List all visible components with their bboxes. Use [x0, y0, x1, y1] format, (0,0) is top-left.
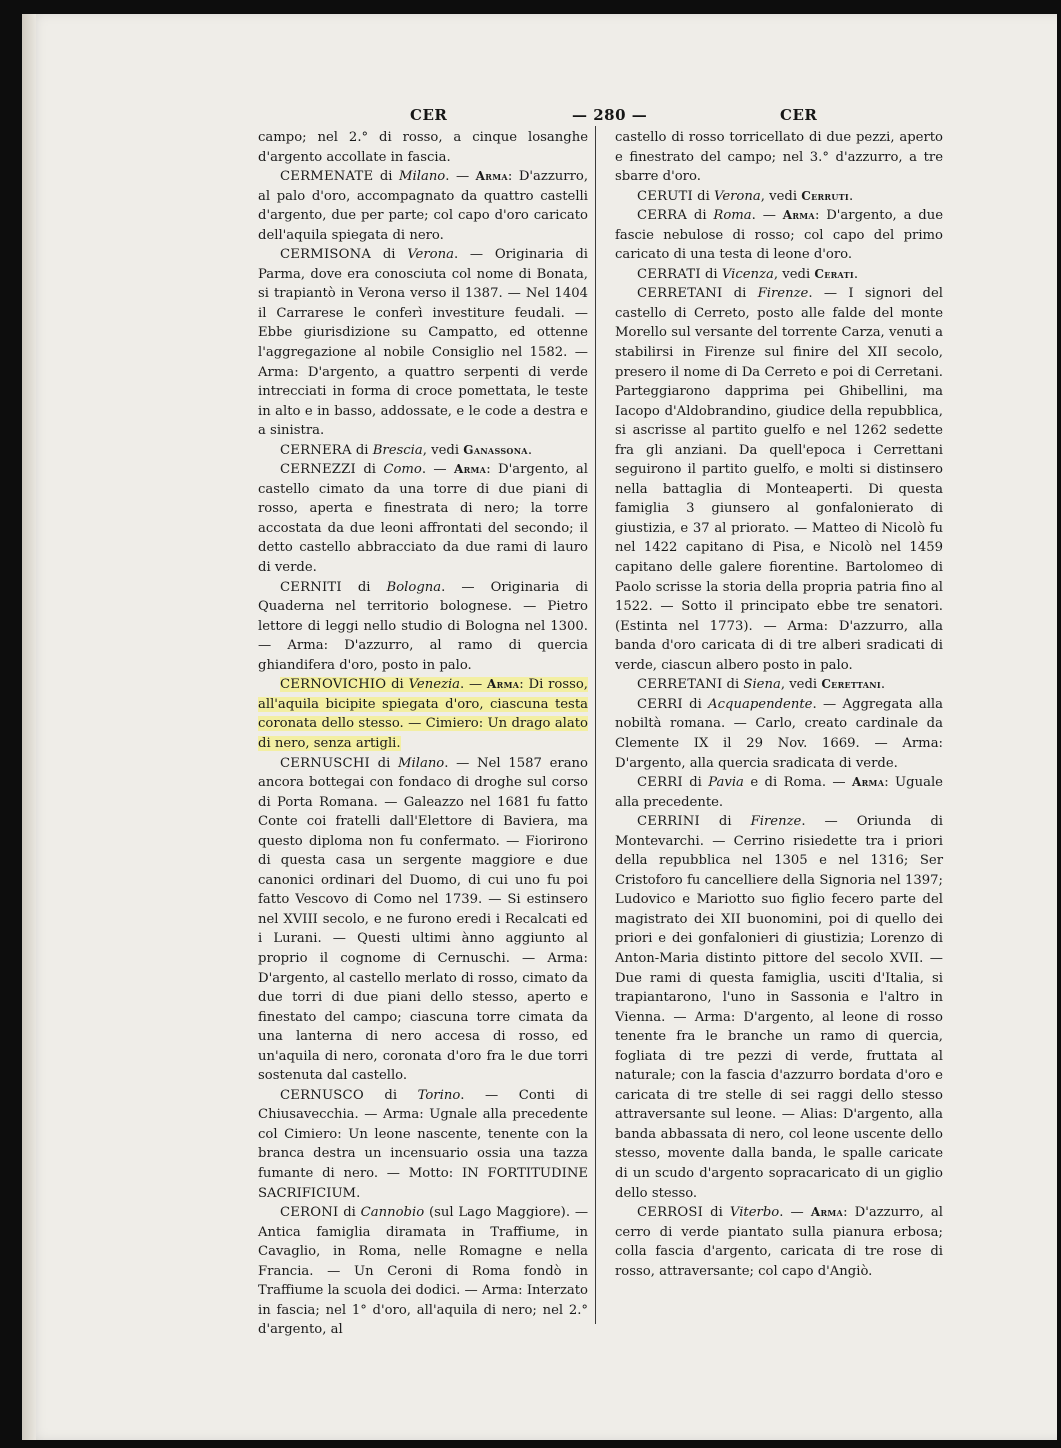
entry-text: Antica famiglia diramata in Traffiume, in Cavaglio, in Roma, nelle Romagne e nella Francia. — Un Ceroni di Roma fondò in Traffiume la scuola dei dodici. — Arma: Interzato in fascia; nel 1° d'oro, all'aquila di nero; nel 2.° d'argento, al	[258, 1224, 588, 1338]
entry-separator: . —	[812, 696, 843, 712]
place-name: Verona	[407, 247, 454, 263]
entry-text: Originaria di Parma, dove era conosciuta col nome di Bonata, si trapiantò in Verona verso il 1387. — Nel 1404 il Carrarese le conferì investiture feudali. — Ebbe giurisdizione su Campatto, ed ottenne l'aggregazione al nobile Consiglio nel 1582. — Arma: D'argento, a quattro serpenti di verde intrecciati in forma di croce pomettata, le teste in alto e in basso, addossate, e le code a destra e a sinistra.	[258, 247, 589, 439]
family-name: CERUTI	[637, 188, 693, 204]
family-name: CERNERA	[280, 442, 352, 458]
entry-separator: . —	[779, 1205, 811, 1221]
entry-label: Arma	[487, 677, 520, 692]
entry-separator: . —	[751, 208, 783, 224]
entry-connector: di	[700, 266, 722, 282]
dictionary-entry	[258, 675, 588, 753]
right-column	[615, 128, 943, 1281]
entry-separator: . —	[460, 677, 488, 693]
entry-connector: di	[722, 286, 758, 302]
family-name: CERRI	[637, 696, 683, 712]
entry-connector: di	[687, 208, 714, 224]
entry-label: Cerruti	[801, 188, 849, 203]
entry-separator: . —	[441, 579, 491, 595]
page-spine-shadow	[22, 14, 36, 1440]
entry-connector: di	[369, 755, 399, 771]
family-name: CERMISONA	[280, 247, 372, 263]
left-column	[258, 128, 588, 1340]
entry-label: Arma	[810, 1205, 844, 1220]
family-name: CERNEZZI	[280, 462, 356, 478]
place-name: Brescia	[372, 442, 423, 458]
entry-separator: . —	[808, 286, 849, 302]
entry-connector: di	[682, 775, 709, 791]
entry-text: .	[848, 188, 854, 204]
entry-text: castello di rosso torricellato di due pezzi, aperto e finestrato del campo; nel 3.° d'azzurro, a tre sbarre d'oro.	[615, 130, 943, 185]
entry-text: Oriunda di Montevarchi. — Cerrino risiedette tra i priori della repubblica nel 1305 e nel 1316; Ser Cristoforo fu cancelliere della Signoria nel 1397; Ludovico e Mariotto suo figlio fecero parte del magistrato dei XII buonomini, poi di quello dei priori e dei gonfalonieri di giustizia; Lorenzo di Anton-Maria distinto pittore del secolo XVII. — Due rami di questa famiglia, usciti d'Italia, si trapiantarono, l'uno in Sassonia e l'altro in Vienna. — Arma: D'argento, al leone di rosso tenente fra le branche un ramo di quercia, fogliata di tre pezzi di verde, fruttata al naturale; con la fascia d'azzurro bordata d'oro e caricata di tre stelle di sei raggi dello stesso attraversante sul leone. — Alias: D'argento, alla banda abbassata di nero, col leone uscente dello stesso, movente dalla banda, le spalle caricate di un scudo d'argento sopracaricato di un giglio dello stesso.	[615, 814, 944, 1201]
entry-continuation	[258, 128, 588, 167]
book-page	[22, 14, 1057, 1440]
family-name: CERNITI	[280, 579, 342, 595]
entry-text: Originaria di Quaderna nel territorio bolognese. — Pietro lettore di leggi nello studio di Bologna nel 1300. — Arma: D'azzurro, al ramo di quercia ghiandifera d'oro, posto in palo.	[258, 579, 588, 673]
entry-connector: di	[386, 677, 409, 693]
dictionary-entry	[258, 578, 588, 676]
entry-separator: . —	[801, 814, 857, 830]
family-name: CERMENATE	[280, 169, 374, 185]
entry-connector: di	[682, 696, 709, 712]
entry-text: campo; nel 2.° di rosso, a cinque losanghe d'argento accollate in fascia.	[258, 130, 588, 165]
entry-text: : Di rosso, all'aquila bicipite spiegata d'oro, ciascuna testa coronata dello stesso. — Cimiero: Un drago alato di nero, senza artigli.	[258, 677, 588, 751]
entry-connector: di	[355, 462, 384, 478]
dictionary-entry	[258, 245, 588, 440]
entry-connector: di	[373, 169, 400, 185]
entry-separator: e di Roma. —	[743, 775, 852, 791]
dictionary-entry	[615, 284, 943, 675]
column-divider	[595, 126, 596, 1324]
entry-label: Cerati	[814, 266, 854, 281]
dictionary-entry	[615, 675, 943, 695]
entry-separator: . —	[460, 1087, 519, 1103]
entry-text: .	[853, 266, 859, 282]
entry-separator: , vedi	[780, 677, 822, 693]
place-name: Como	[383, 462, 422, 478]
dictionary-entry	[615, 187, 943, 207]
place-name: Roma	[713, 208, 752, 224]
place-name: Milano	[399, 169, 446, 185]
family-name: CERONI	[280, 1205, 339, 1221]
place-name: Acquapendente	[708, 696, 813, 712]
entry-label: Arma	[851, 775, 885, 790]
place-name: Pavia	[708, 775, 744, 791]
place-name: Firenze	[757, 286, 809, 302]
entry-separator: . —	[444, 755, 478, 771]
dictionary-entry	[615, 206, 943, 265]
entry-connector: di	[692, 188, 715, 204]
running-head-left: CER	[410, 106, 448, 124]
entry-connector: di	[722, 677, 744, 693]
entry-text: : D'argento, a due fascie nebulose di rosso; col capo del primo caricato di una testa di leone d'oro.	[615, 208, 943, 263]
place-name: Cannobio	[360, 1205, 425, 1221]
dictionary-entry	[258, 754, 588, 1086]
entry-text: .	[527, 442, 533, 458]
page-number: — 280 —	[572, 106, 648, 124]
entry-text: : D'azzurro, al palo d'oro, accompagnato da quattro castelli d'argento, due per parte; col capo d'oro caricato dell'aquila spiegata di nero.	[258, 169, 589, 243]
dictionary-entry	[258, 441, 588, 461]
entry-separator: , vedi	[760, 188, 802, 204]
place-name: Venezia	[408, 677, 461, 693]
entry-label: Ganassona	[463, 442, 528, 457]
entry-separator: . —	[453, 247, 495, 263]
dictionary-entry	[615, 695, 943, 773]
entry-label: Arma	[475, 169, 508, 184]
place-name: Verona	[714, 188, 761, 204]
family-name: CERNUSCO	[280, 1087, 364, 1103]
entry-label: Arma	[453, 462, 487, 477]
place-name: Milano	[398, 755, 445, 771]
dictionary-entry	[615, 773, 943, 812]
entry-separator: , vedi	[422, 442, 464, 458]
entry-text: I signori del castello di Cerreto, posto alle falde del monte Morello sul versante del torrente Carza, venuti a stabilirsi in Firenze sul finire del XII secolo, presero il nome di Da Cerreto e poi di Cerretani. Parteggiarono dapprima pei Ghibellini, ma Iacopo d'Aldobrandino, giudice della repubblica, si ascrisse al partito guelfo e nel 1262 sedette fra gli anziani. Da quell'epoca i Cerrettani seguirono il partito guelfo, e molti si distinsero nella battaglia di Monteaperti. Di questa famiglia 3 giunsero al gonfalonierato di giustizia, e 37 al priorato. — Matteo di Nicolò fu nel 1422 capitano di Pisa, e Nicolò nel 1459 capitano delle galere fiorentine. Bartolomeo di Paolo scrisse la storia della propria patria fino al 1522. — Sotto il principato ebbe tre senatori. (Estinta nel 1773). — Arma: D'azzurro, alla banda d'oro caricata di di tre alberi sradicati di verde, ciascun albero posto in palo.	[615, 286, 943, 673]
dictionary-entry	[258, 460, 588, 577]
place-name: Vicenza	[721, 266, 774, 282]
entry-connector: di	[371, 247, 408, 263]
family-name: CERRI	[637, 775, 683, 791]
family-name: CERRETANI	[637, 677, 723, 693]
dictionary-entry	[258, 167, 588, 245]
entry-text: Aggregata alla nobiltà romana. — Carlo, creato cardinale da Clemente IX il 29 Nov. 1669. — Arma: D'argento, alla quercia sradicata di verde.	[615, 696, 943, 771]
family-name: CERNOVICHIO	[280, 677, 387, 693]
dictionary-entry	[615, 1203, 943, 1281]
running-head-right: CER	[780, 106, 818, 124]
entry-connector: di	[338, 1205, 361, 1221]
family-name: CERRA	[637, 208, 688, 224]
dictionary-entry	[615, 265, 943, 285]
place-name: Siena	[743, 677, 781, 693]
family-name: CERNUSCHI	[280, 755, 370, 771]
entry-separator: , vedi	[773, 266, 815, 282]
family-name: CERRETANI	[637, 286, 723, 302]
entry-connector: di	[341, 579, 387, 595]
family-name: CERRATI	[637, 266, 701, 282]
place-name: Bologna	[386, 579, 442, 595]
place-name: Torino	[417, 1087, 461, 1103]
entry-connector: di	[703, 1205, 730, 1221]
entry-connector: di	[351, 442, 373, 458]
dictionary-entry	[615, 812, 943, 1203]
entry-text: .	[880, 677, 886, 693]
family-name: CERROSI	[637, 1205, 704, 1221]
entry-label: Cerettani	[821, 677, 881, 692]
entry-text: Nel 1587 erano ancora bottegai con fondaco di droghe sul corso di Porta Romana. — Galeazzo nel 1681 fu fatto Conte coi fratelli dall'Elettore di Baviera, ma questo diploma non fu confermato. — Fiorirono di questa casa un sergente maggiore e due canonici ordinari del Duomo, di cui uno fu poi fatto Vescovo di Como nel 1739. — Si estinsero nel XVIII secolo, e ne furono eredi i Recalcati ed i Lurani. — Questi ultimi ànno aggiunto al proprio il cognome di Cernuschi. — Arma: D'argento, al castello merlato di rosso, cimato da due torri di due piani dello stesso, aperto e finestato del campo; ciascuna torre cimata da una lanterna di nero accesa di rosso, ed un'aquila di nero, coronata d'oro fra le due torri sostenuta dal castello.	[258, 755, 588, 1084]
dictionary-entry	[258, 1203, 588, 1340]
entry-text: : Uguale alla precedente.	[615, 775, 943, 810]
family-name: CERRINI	[637, 814, 700, 830]
entry-continuation	[615, 128, 943, 187]
place-name: Firenze	[750, 814, 802, 830]
entry-label: Arma	[782, 208, 815, 223]
highlighted-passage	[258, 677, 588, 751]
entry-text: : D'argento, al castello cimato da una torre di due piani di rosso, aperta e finestrata di nero; la torre accostata da due leoni affrontati del secondo; il detto castello abbracciato da due rami di lauro di verde.	[258, 462, 588, 576]
place-name: Viterbo	[729, 1205, 780, 1221]
entry-separator: . —	[421, 462, 454, 478]
entry-connector: di	[699, 814, 751, 830]
dictionary-entry	[258, 1086, 588, 1203]
entry-separator: (sul Lago Maggiore). —	[424, 1205, 589, 1221]
entry-connector: di	[363, 1087, 418, 1103]
entry-text: Conti di Chiusavecchia. — Arma: Ugnale alla precedente col Cimiero: Un leone nascente, tenente con la branca destra un incensuario ossia una tazza fumante di nero. — Motto: IN FORTITUDINE SACRIFICIUM.	[258, 1087, 588, 1201]
entry-text: : D'azzurro, al cerro di verde piantato sulla pianura erbosa; colla fascia d'argento, caricata di tre rose di rosso, attraversante; col capo d'Angiò.	[615, 1205, 944, 1279]
entry-separator: . —	[445, 169, 476, 185]
